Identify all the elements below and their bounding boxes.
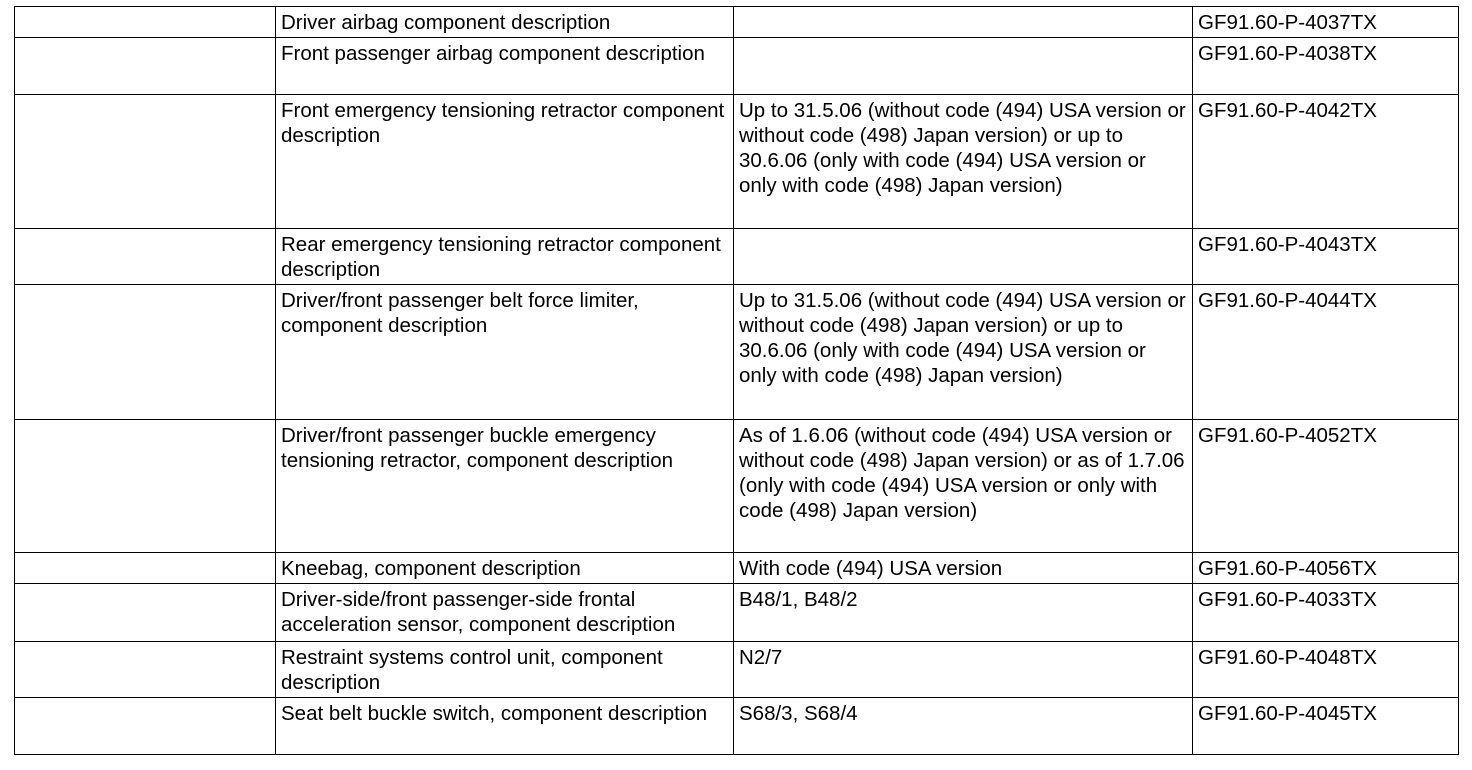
document-reference-cell: GF91.60-P-4033TX <box>1193 584 1459 642</box>
empty-cell <box>15 553 276 584</box>
component-cell: Front emergency tensioning retractor component description <box>276 95 734 229</box>
table-row <box>15 229 1459 285</box>
empty-cell <box>15 38 276 95</box>
table-row <box>15 420 1459 553</box>
document-reference-cell: GF91.60-P-4043TX <box>1193 229 1459 285</box>
validity-cell: As of 1.6.06 (without code (494) USA version or without code (498) Japan version) or as of 1.7.06 (only with code (494) USA version or only with code (498) Japan version) <box>734 420 1193 553</box>
validity-cell <box>734 38 1193 95</box>
component-cell: Driver/front passenger buckle emergency tensioning retractor, component description <box>276 420 734 553</box>
component-cell: Seat belt buckle switch, component description <box>276 698 734 755</box>
validity-cell: N2/7 <box>734 642 1193 698</box>
document-reference-cell: GF91.60-P-4044TX <box>1193 285 1459 420</box>
table-row <box>15 285 1459 420</box>
validity-cell: Up to 31.5.06 (without code (494) USA version or without code (498) Japan version) or up to 30.6.06 (only with code (494) USA version or only with code (498) Japan version) <box>734 285 1193 420</box>
document-reference-cell: GF91.60-P-4038TX <box>1193 38 1459 95</box>
component-cell: Kneebag, component description <box>276 553 734 584</box>
component-cell: Driver/front passenger belt force limiter, component description <box>276 285 734 420</box>
table-row <box>15 642 1459 698</box>
empty-cell <box>15 7 276 38</box>
table-row <box>15 95 1459 229</box>
document-reference-cell: GF91.60-P-4056TX <box>1193 553 1459 584</box>
validity-cell: S68/3, S68/4 <box>734 698 1193 755</box>
validity-cell: Up to 31.5.06 (without code (494) USA version or without code (498) Japan version) or up to 30.6.06 (only with code (494) USA version or only with code (498) Japan version) <box>734 95 1193 229</box>
validity-cell: B48/1, B48/2 <box>734 584 1193 642</box>
document-reference-cell: GF91.60-P-4042TX <box>1193 95 1459 229</box>
component-cell: Driver-side/front passenger-side frontal acceleration sensor, component description <box>276 584 734 642</box>
empty-cell <box>15 642 276 698</box>
empty-cell <box>15 698 276 755</box>
table-row <box>15 7 1459 38</box>
table-row <box>15 553 1459 584</box>
table-row <box>15 698 1459 755</box>
component-cell: Restraint systems control unit, component description <box>276 642 734 698</box>
component-description-table <box>14 6 1459 755</box>
component-cell: Front passenger airbag component description <box>276 38 734 95</box>
table-row <box>15 584 1459 642</box>
validity-cell: With code (494) USA version <box>734 553 1193 584</box>
document-reference-cell: GF91.60-P-4048TX <box>1193 642 1459 698</box>
document-reference-cell: GF91.60-P-4045TX <box>1193 698 1459 755</box>
table-row <box>15 38 1459 95</box>
empty-cell <box>15 95 276 229</box>
empty-cell <box>15 420 276 553</box>
component-cell: Rear emergency tensioning retractor component description <box>276 229 734 285</box>
document-reference-cell: GF91.60-P-4037TX <box>1193 7 1459 38</box>
empty-cell <box>15 584 276 642</box>
empty-cell <box>15 285 276 420</box>
empty-cell <box>15 229 276 285</box>
validity-cell <box>734 229 1193 285</box>
validity-cell <box>734 7 1193 38</box>
document-reference-cell: GF91.60-P-4052TX <box>1193 420 1459 553</box>
component-cell: Driver airbag component description <box>276 7 734 38</box>
